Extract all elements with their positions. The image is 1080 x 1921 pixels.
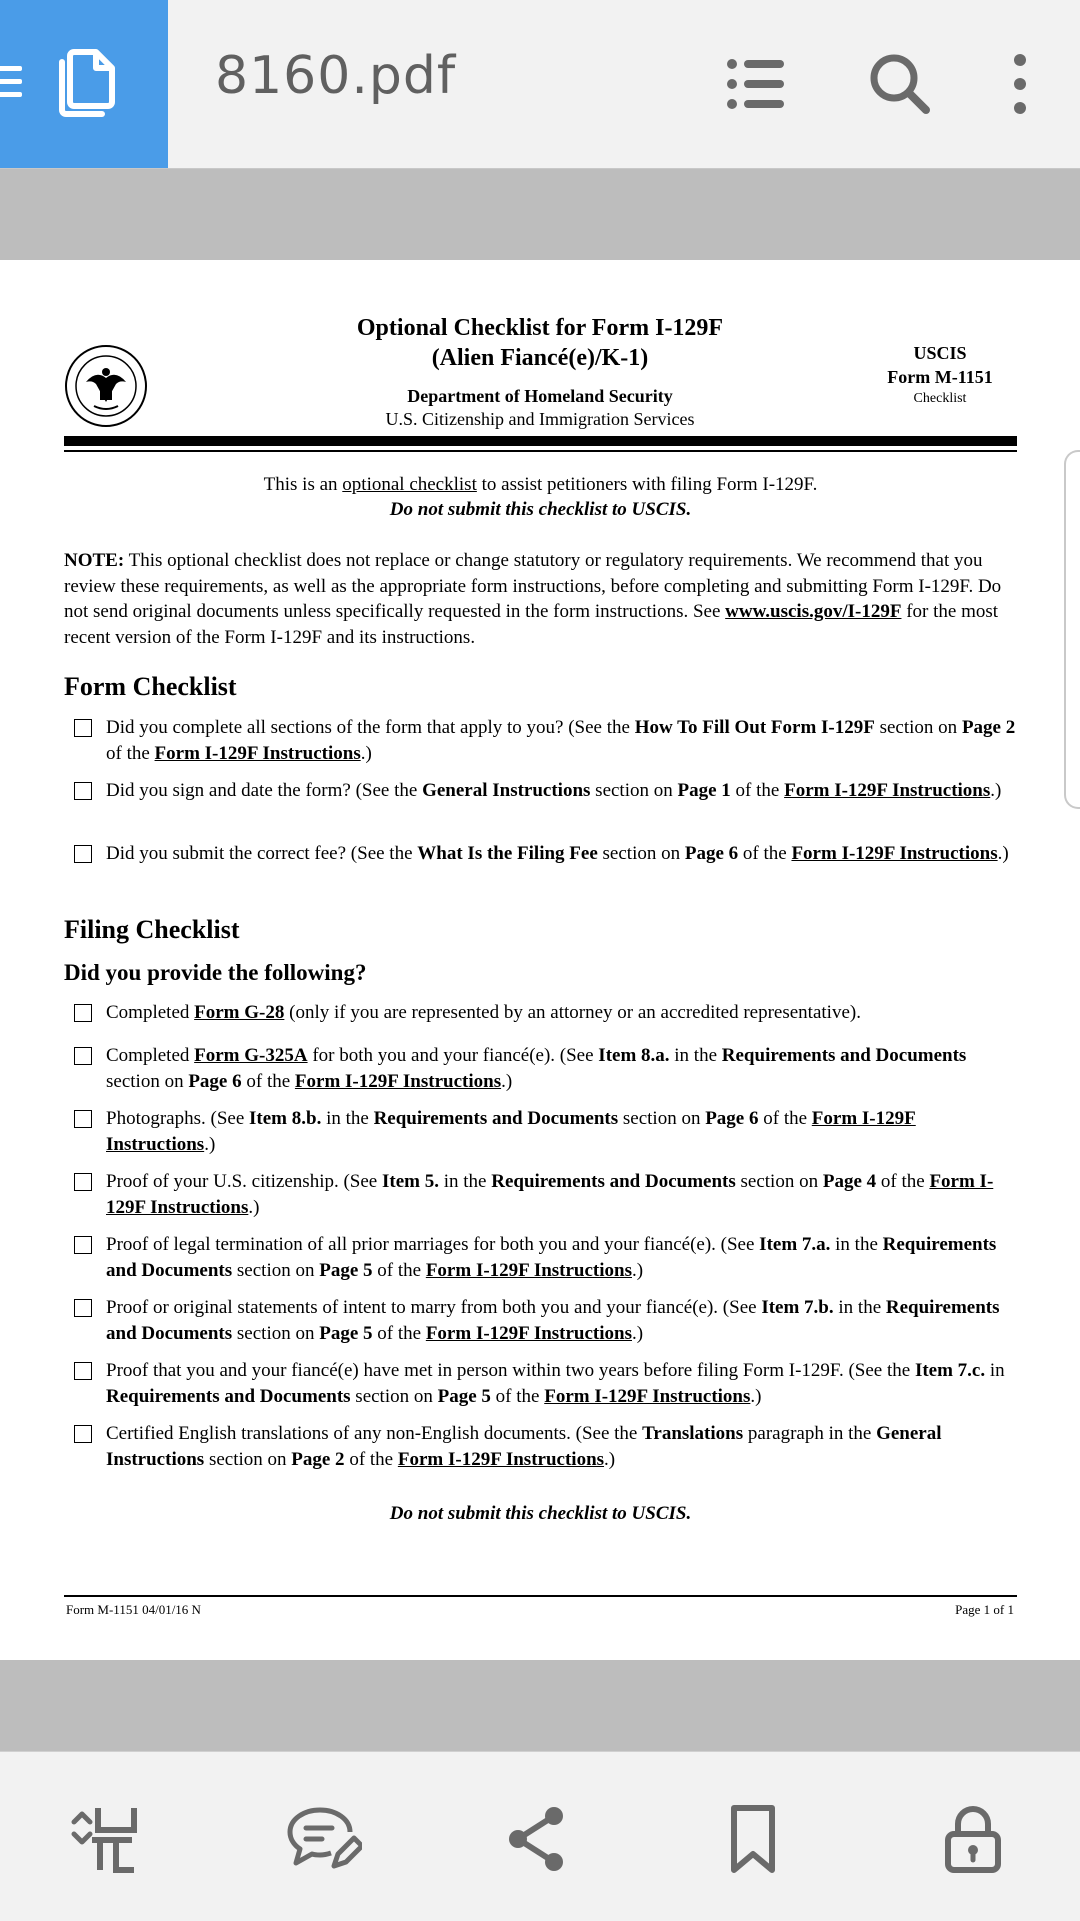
footer-form-id: Form M-1151 04/01/16 N [66, 1602, 201, 1617]
lock-icon[interactable] [938, 1804, 1008, 1874]
footer-page-number: Page 1 of 1 [955, 1602, 1014, 1617]
scroll-handle[interactable] [1064, 450, 1080, 809]
document-title: Optional Checklist for Form I-129F [356, 315, 724, 341]
documents-icon [52, 48, 124, 120]
menu-icon[interactable] [0, 66, 22, 98]
header-rule-thick [64, 436, 1017, 446]
file-title: 8160.pdf [215, 46, 457, 106]
checkbox[interactable] [74, 1110, 92, 1128]
bottom-toolbar [0, 1751, 1080, 1921]
form-type: Checklist [913, 391, 967, 406]
footer-rule [64, 1595, 1017, 1597]
uscis-url-link[interactable]: www.uscis.gov/I-129F [725, 601, 902, 622]
document-subtitle: (Alien Fiancé(e)/K-1) [431, 345, 649, 371]
checkbox[interactable] [74, 1004, 92, 1022]
form-checklist-heading: Form Checklist [64, 672, 237, 701]
do-not-submit-bottom: Do not submit this checklist to USCIS. [389, 1503, 692, 1524]
navigation-button[interactable] [0, 0, 168, 168]
checkbox[interactable] [74, 1299, 92, 1317]
more-vert-icon[interactable] [990, 50, 1050, 118]
uscis-label: USCIS [913, 343, 967, 363]
page-gap-bottom [0, 1660, 1080, 1751]
agency-name: U.S. Citizenship and Immigration Services [385, 409, 695, 429]
dhs-seal-icon [64, 344, 148, 428]
bookmark-icon[interactable] [718, 1804, 788, 1874]
checkbox[interactable] [74, 782, 92, 800]
checkbox[interactable] [74, 1425, 92, 1443]
checkbox[interactable] [74, 1047, 92, 1065]
provide-heading: Did you provide the following? [64, 960, 367, 985]
comment-pen-icon[interactable] [286, 1804, 362, 1874]
checkbox[interactable] [74, 845, 92, 863]
page-gap-top [0, 169, 1080, 260]
checkbox[interactable] [74, 1362, 92, 1380]
optional-checklist-text: optional checklist [342, 474, 477, 495]
share-icon[interactable] [502, 1804, 572, 1874]
list-icon[interactable] [722, 50, 790, 118]
checkbox[interactable] [74, 719, 92, 737]
filing-checklist-heading: Filing Checklist [64, 915, 240, 944]
do-not-submit-top: Do not submit this checklist to USCIS. [389, 499, 692, 520]
search-icon[interactable] [866, 50, 934, 118]
intro-line: This is an optional checklist to assist petitioners with filing Form I-129F. [263, 474, 818, 495]
department-name: Department of Homeland Security [407, 386, 673, 406]
reflow-icon[interactable] [70, 1804, 140, 1874]
checkbox[interactable] [74, 1236, 92, 1254]
checkbox[interactable] [74, 1173, 92, 1191]
form-number: Form M-1151 [887, 367, 993, 387]
note-paragraph: NOTE: This optional checklist does not replace or change statutory or regulatory requirements. We recommend that you review these requirements, as well as the appropriate form instructions, before completing and submitting Form I-129F. Do not send original documents unless specifically requested in the form instructions. See www.uscis.gov/I-129F for the most recent version of the Form I-129F and its instructions. [64, 550, 1002, 648]
pdf-page[interactable]: Optional Checklist for Form I-129F (Alien Fiancé(e)/K-1) Department of Homeland Security U.S. Citizenship and Immigration Services USCIS Form M-1151 Checklist This is an optional checklist to assist petitioners with filing Form I-129F. Do not submit this checklist to USCIS. NOTE: This optional checklist does not replace or change statutory or regulatory requirements. We recommend that you review these requirements, as well as the appropriate form instructions, before completing and submitting Form I-129F. Do not send original documents unless specifically requested in the form instructions. See www.uscis.gov/I-129F for the most recent version of the Form I-129F and its instructions. Form Checklist Did you complete all sections of the form that apply to you? (See the How To Fill Out Form I-129F section on Page 2 of the Form I-129F Instructions.) Did you sign and date the form? (See the General Instructions section on Page 1 of the Form I-129F Instructions.) Did you submit the correct fee? (See the What Is the Filing Fee section on Page 6 of the Form I-129F Instructions.) Filing Checklist Did you provide the following? Completed Form G-28 (only if you are represented by an attorney or an accredited representative). Completed Form G-325A for both you and your fiancé(e). (See Item 8.a. in the Requirements and Documents section on Page 6 of the Form I-129F Instructions.) Photographs. (See Item 8.b. in the Requirements and Documents section on Page 6 of the Form I-129F Instructions.) Proof of your U.S. citizenship. (See Item 5. in the Requirements and Documents section on Page 4 of the Form I-129F Instructions.) Proof of legal termination of all prior marriages for both you and your fiancé(e). (See Item 7.a. in the Requirements and Documents section on Page 5 of the Form I-129F Instructions.) Proof or original statements of intent to marry from both you and your fiancé(e). (See Item 7.b. in the Requirements and Documents section on Page 5 of the Form I-129F Instructions.) Proof that you and your fiancé(e) have met in person within two years before filing Form I-129F. (See the Item 7.c. in Requirements and Documents section on Page 5 of the Form I-129F Instructions.) Certified English translations of any non-English documents. (See the Translations paragraph in the General Instructions section on Page 2 of the Form I-129F Instructions.) Do not submit this checklist to USCIS. Form M-1151 04/01/16 N Page 1 of 1 [0, 260, 1080, 1660]
header-rule-thin [64, 450, 1017, 452]
top-toolbar [0, 0, 1080, 169]
